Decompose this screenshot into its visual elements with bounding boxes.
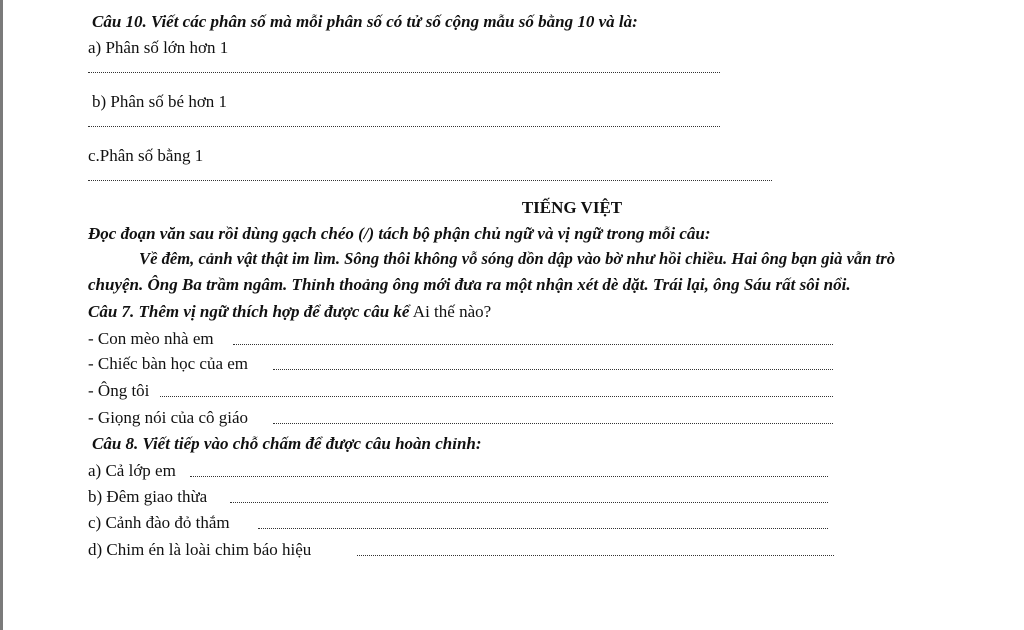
reading-instruction: Đọc đoạn văn sau rồi dùng gạch chéo (/) tách bộ phận chủ ngữ và vị ngữ trong mỗi câu: xyxy=(88,224,711,243)
q8-item-answer-line[interactable] xyxy=(258,528,828,529)
q8-item-label: d) Chim én là loài chim báo hiệu xyxy=(88,540,312,559)
page-left-border xyxy=(0,0,3,630)
q10-a-answer-line[interactable] xyxy=(88,72,720,73)
q7-title-bold: Câu 7. Thêm vị ngữ thích hợp để được câu kể xyxy=(88,302,410,321)
q7-item xyxy=(88,408,248,428)
q8-item xyxy=(88,540,311,560)
q8-item-label: a) Cả lớp em xyxy=(88,461,176,480)
q7-item xyxy=(88,354,248,374)
q10-title: Câu 10. Viết các phân số mà mỗi phân số có tử số cộng mẫu số bằng 10 và là: xyxy=(92,12,638,31)
q8-item-answer-line[interactable] xyxy=(357,555,834,556)
q7-item-answer-line[interactable] xyxy=(160,396,833,397)
q8-item-label: b) Đêm giao thừa xyxy=(88,487,208,506)
q10-c-answer-line[interactable] xyxy=(88,180,772,181)
q7-item-label: - Chiếc bàn học của em xyxy=(88,354,249,373)
q8-item xyxy=(88,513,230,533)
q7-item xyxy=(88,381,149,401)
q7-item-label: - Ông tôi xyxy=(88,381,150,400)
q8-title: Câu 8. Viết tiếp vào chỗ chấm để được câu hoàn chỉnh: xyxy=(92,434,482,453)
q8-item-label: c) Cảnh đào đỏ thắm xyxy=(88,513,230,532)
q7-title-rest: Ai thế nào? xyxy=(409,302,492,321)
q7-item-answer-line[interactable] xyxy=(233,344,833,345)
q7-item-label: - Giọng nói của cô giáo xyxy=(88,408,249,427)
q8-item-answer-line[interactable] xyxy=(190,476,828,477)
reading-passage-line-1: Về đêm, cảnh vật thật im lìm. Sông thôi không vỗ sóng dồn dập vào bờ như hồi chiều. Hai ông bạn già vẫn trò xyxy=(139,249,896,268)
q10-b-answer-line[interactable] xyxy=(88,126,720,127)
q7-item-label: - Con mèo nhà em xyxy=(88,329,214,348)
q7-title xyxy=(88,302,491,322)
q7-item xyxy=(88,329,214,349)
q10-a-label: a) Phân số lớn hơn 1 xyxy=(88,38,229,57)
q8-item xyxy=(88,487,207,507)
q10-b-label: b) Phân số bé hơn 1 xyxy=(92,92,228,111)
reading-passage-line-2: chuyện. Ông Ba trầm ngâm. Thỉnh thoảng ông mới đưa ra một nhận xét dè dặt. Trái lại, ông Sáu rất sôi nổi. xyxy=(88,275,851,294)
q10-c-label: c.Phân số bằng 1 xyxy=(88,146,204,165)
q8-item xyxy=(88,461,176,481)
q7-item-answer-line[interactable] xyxy=(273,369,833,370)
q7-item-answer-line[interactable] xyxy=(273,423,833,424)
q8-item-answer-line[interactable] xyxy=(230,502,828,503)
section-title: TIẾNG VIỆT xyxy=(521,198,623,217)
